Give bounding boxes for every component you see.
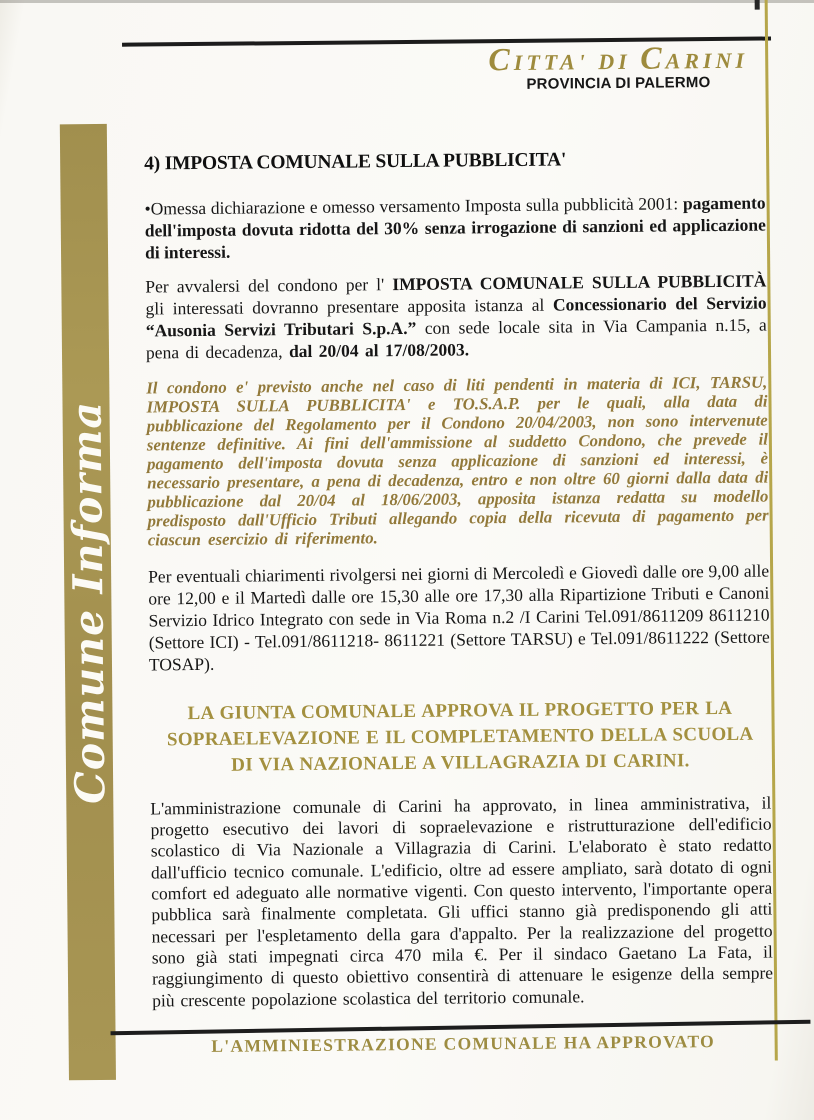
comune-informa-bar [60, 124, 116, 1080]
top-right-tick-mark [755, 0, 760, 10]
article-body [144, 147, 774, 1058]
istanza-seg-5-bold: dal 20/04 al 17/08/2003. [288, 339, 470, 361]
paragraph-chiarimenti: Per eventuali chiarimenti rivolgersi nei giorni di Mercoledì e Giovedì dalle ore 9,00 alle ore 12,00 e il Martedì dalle ore 15,30 alle ore 17,30 alla Ripartizione Tributi e Canoni Servizio Idrico Integrato con sede in Via Roma n.2 /I Carini Tel.091/8611209 8611210 (Settore ICI) - Tel.091/8611218- 8611221 (Settore TARSU) e Tel.091/8611222 (Settore TOSAP). [148, 560, 770, 675]
istanza-seg-3-bold: Concessionario del Servizio “Ausonia Servizi Tributari S.p.A.” [145, 292, 767, 341]
istanza-seg-0: Per avvalersi del condono per l' [145, 273, 393, 297]
city-title [473, 39, 763, 79]
city-title-part-1: ITTA' [513, 49, 599, 75]
paragraph-scuola: L'amministrazione comunale di Carini ha approvato, in linea amministrativa, il progetto esecutivo dei lavori di sopraelevazione e ristrutturazione dell'edificio scolastico di Via Nazionale a Villagrazia di Carini. L'elaborato è stato redatto dall'ufficio tecnico comunale. L'edificio, oltre ad essere ampliato, sarà dotato di ogni comfort ed adeguato alle normative vigenti. Con questo intervento, l'importante opera pubblica sarà finalmente completata. Gli uffici stanno già predisponendo gli atti necessari per l'espletamento della gara d'appalto. Per la realizzazione del progetto sono già stati impegnati circa 470 mila €. Per il sindaco Gaetano La Fata, il raggiungimento di questo obiettivo consentirà di attenuare le esigenze della sempre più crescente popolazione scolastica del territorio comunale. [150, 792, 774, 1011]
comune-informa-label: Comune Informa [61, 400, 114, 804]
intro-text: •Omessa dichiarazione e omesso versamento Imposta sulla pubblicità 2001: [144, 192, 684, 219]
city-title-initial-1: C [488, 40, 514, 78]
condono-notice: Il condono e' previsto anche nel caso di liti pendenti in materia di ICI, TARSU, IMPOSTA SULLA PUBBLICITA' e TO.S.A.P. per le quali, alla data di pubblicazione del Regolamento per il Condono 20/04/2003, non sono intervenute sentenze definitive. Ai fini dell'ammissione al suddetto Condono, che prevede il pagamento dell'imposta dovuta senza applicazione di sanzioni ed interessi, è necessario presentare, a pena di decadenza, entro e non oltre 60 giorni dalla data di pubblicazione dal 20/04 al 18/06/2003, apposita istanza redatta su modello predisposto dall'Ufficio Tributi allegando copia della ricevuta di pagamento per ciascun esercizio di riferimento. [146, 372, 769, 550]
city-title-part-2: DI [598, 48, 641, 75]
city-title-initial-2: C [640, 39, 666, 76]
section-title: 4) IMPOSTA COMUNALE SULLA PUBBLICITA' [144, 149, 567, 175]
istanza-seg-2: gli interessati dovranno presentare apposita istanza al [145, 294, 554, 319]
paragraph-intro [145, 191, 767, 263]
approvato-heading: L'AMMINIESTRAZIONE COMUNALE HA APPROVATO [211, 1031, 716, 1056]
province-subtitle: PROVINCIA DI PALERMO [526, 74, 711, 93]
paragraph-istanza [145, 269, 767, 363]
city-title-part-3: ARINI [665, 47, 749, 74]
giunta-heading: LA GIUNTA COMUNALE APPROVA IL PROGETTO PER LA SOPRAELEVAZIONE E IL COMPLETAMENTO DELLA SCUOLA DI VIA NAZIONALE A VILLAGRAZIA DI CARINI. [166, 697, 754, 776]
intro-bold-text: pagamento dell'imposta dovuta ridotta del 30% senza irrogazione di sanzioni ed applicazione di interessi. [144, 192, 766, 263]
istanza-seg-4: con sede locale sita in Via Campania n.15, a pena di decadenza, [145, 314, 767, 363]
istanza-seg-1-bold: IMPOSTA COMUNALE SULLA PUBBLICITÀ [392, 270, 767, 294]
